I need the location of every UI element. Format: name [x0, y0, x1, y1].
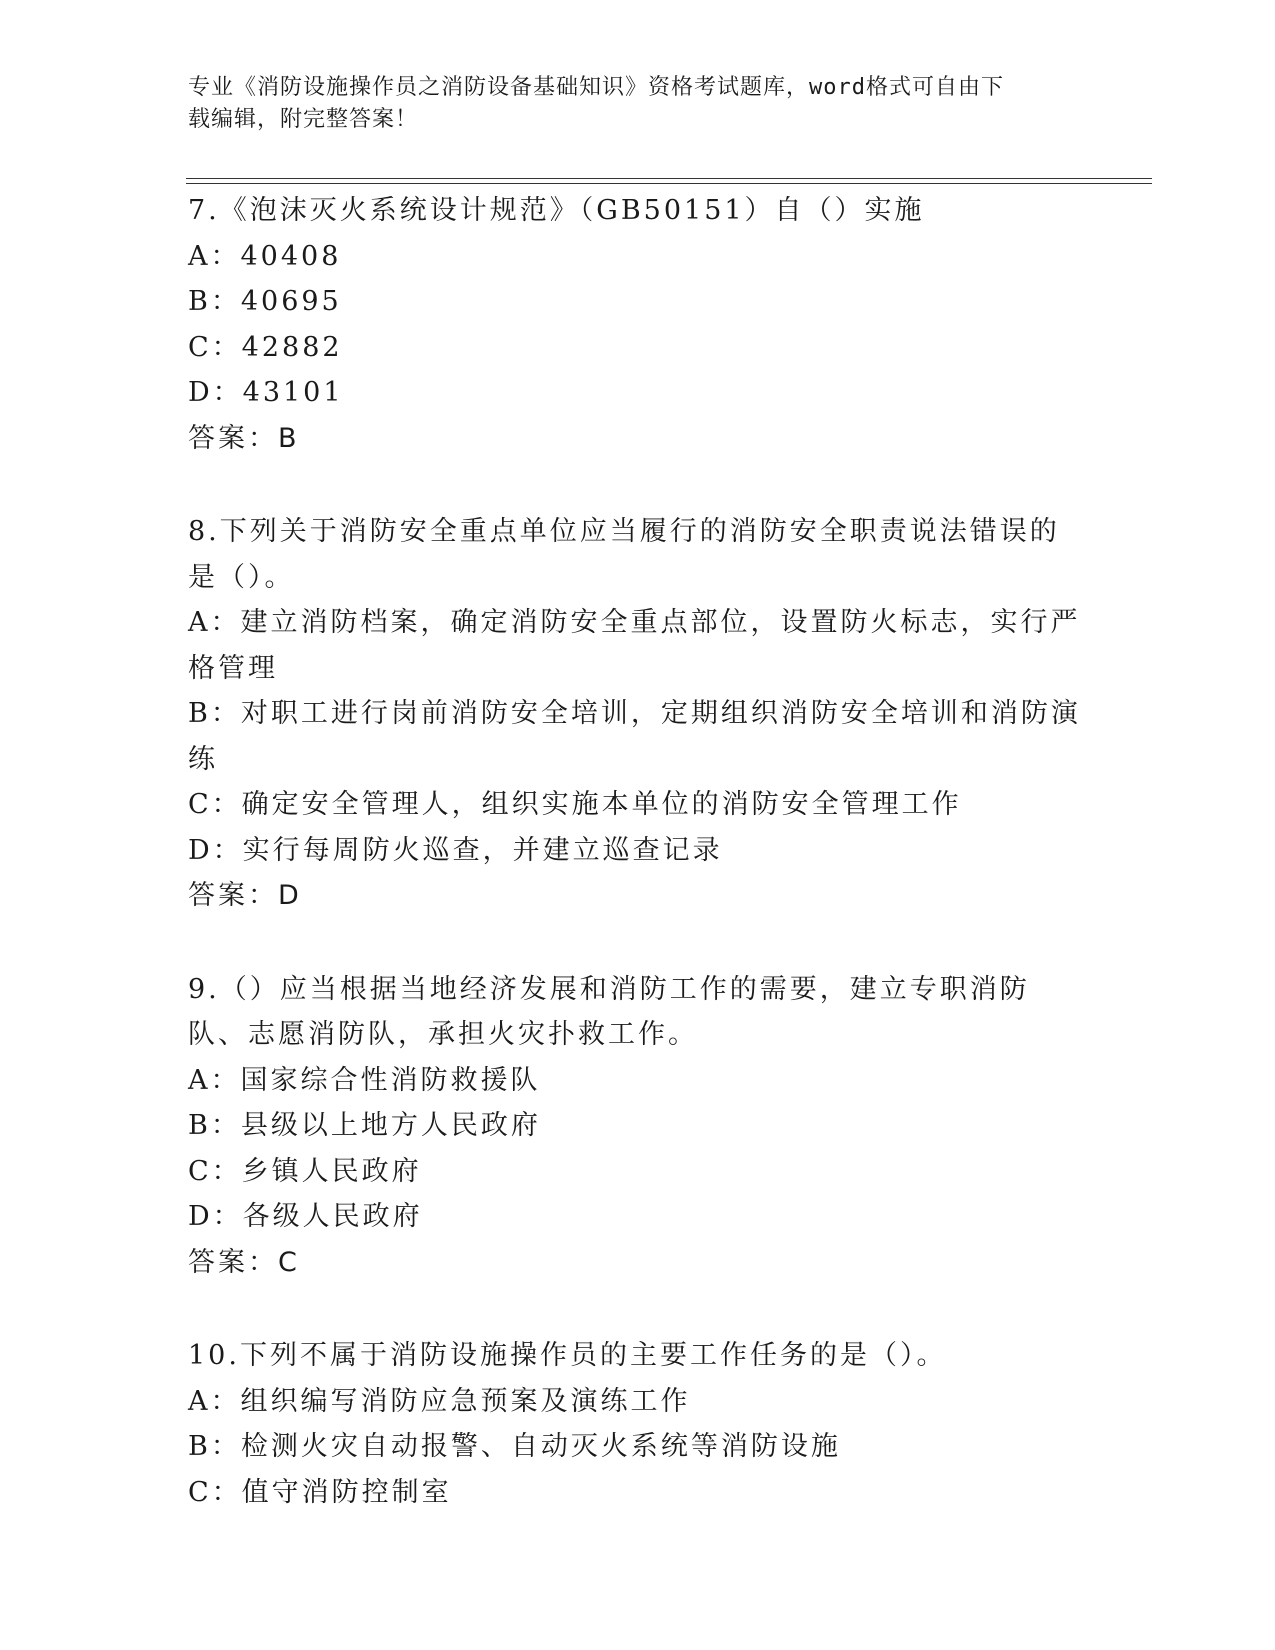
answer-label: 答案：C — [188, 1246, 300, 1278]
header-divider-top — [186, 178, 1152, 179]
question-stem: 10.下列不属于消防设施操作员的主要工作任务的是（）。 — [188, 1340, 947, 1371]
option-a: A：40408 — [188, 240, 342, 272]
answer-label: 答案：B — [188, 422, 300, 454]
option-c: C：值守消防控制室 — [188, 1476, 452, 1508]
header-line-1: 专业《消防设施操作员之消防设备基础知识》资格考试题库，word格式可自由下 — [188, 75, 1004, 100]
answer-label: 答案：D — [188, 880, 302, 911]
header-divider-bottom — [186, 183, 1152, 184]
header-line-2: 载编辑，附完整答案！ — [188, 107, 419, 132]
option-a: A：建立消防档案，确定消防安全重点部位，设置防火标志，实行严格管理 — [188, 607, 1081, 684]
option-a: A：组织编写消防应急预案及演练工作 — [188, 1385, 691, 1417]
option-b: B：检测火灾自动报警、自动灭火系统等消防设施 — [188, 1431, 841, 1462]
question-stem: 8.下列关于消防安全重点单位应当履行的消防安全职责说法错误的是（）。 — [188, 516, 1060, 593]
question-9 — [188, 967, 1088, 1286]
option-d: D：各级人民政府 — [188, 1201, 423, 1232]
question-7 — [188, 188, 1088, 461]
option-b: B：对职工进行岗前消防安全培训，定期组织消防安全培训和消防演练 — [188, 698, 1081, 775]
option-b: B：40695 — [188, 286, 342, 317]
question-stem: 9.（）应当根据当地经济发展和消防工作的需要，建立专职消防队、志愿消防队，承担火灾扑救工作。 — [188, 973, 1030, 1050]
question-8 — [188, 509, 1088, 919]
question-list — [188, 188, 1088, 1563]
question-stem: 7.《泡沫灭火系统设计规范》（GB50151）自（）实施 — [188, 195, 925, 226]
option-d: D：实行每周防火巡查，并建立巡查记录 — [188, 834, 723, 866]
question-10 — [188, 1333, 1088, 1515]
option-c: C：确定安全管理人，组织实施本单位的消防安全管理工作 — [188, 789, 962, 820]
option-a: A：国家综合性消防救援队 — [188, 1064, 541, 1096]
option-c: C：42882 — [188, 331, 343, 363]
option-c: C：乡镇人民政府 — [188, 1155, 422, 1187]
option-d: D：43101 — [188, 377, 344, 408]
option-b: B：县级以上地方人民政府 — [188, 1110, 541, 1141]
document-header — [188, 72, 1088, 136]
